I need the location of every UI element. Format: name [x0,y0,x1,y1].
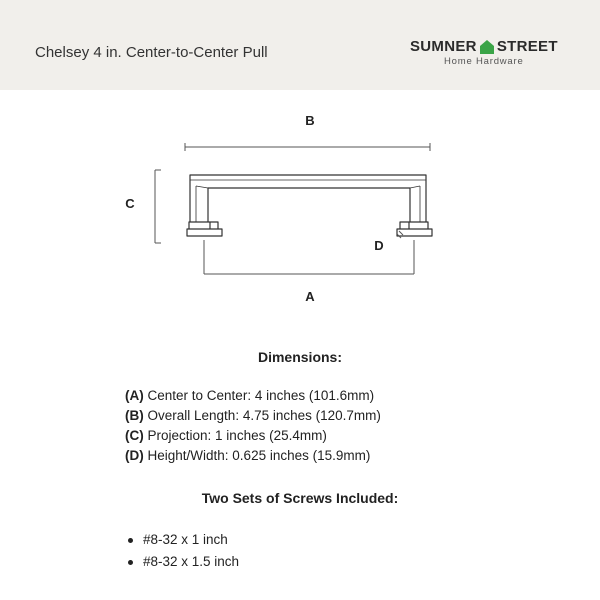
bullet-icon [128,560,133,565]
bullet-icon [128,538,133,543]
dimensions-list [125,386,381,466]
brand-name-right: STREET [496,38,558,55]
pull-handle-drawing [187,175,432,236]
dimension-c-line [155,170,161,243]
dimension-item-a: (A) Center to Center: 4 inches (101.6mm) [125,388,375,403]
list-item: #8-32 x 1.5 inch [128,551,239,573]
dimension-b-line [185,143,430,151]
brand-name [410,38,570,55]
dimension-item-c: (C) Projection: 1 inches (25.4mm) [125,428,327,443]
header-banner [0,0,600,90]
label-b: B [305,113,315,128]
house-icon [479,40,495,54]
pull-dimension-diagram [0,90,600,330]
dimension-item-d: (D) Height/Width: 0.625 inches (15.9mm) [125,448,371,463]
dimensions-title: Dimensions: [257,349,342,365]
screws-title: Two Sets of Screws Included: [201,490,399,506]
screws-list [128,529,239,573]
dimension-item-b: (B) Overall Length: 4.75 inches (120.7mm) [125,408,381,423]
label-d: D [374,238,384,253]
brand-subtitle: Home Hardware [444,56,524,67]
dimension-d-marker [397,231,403,238]
label-c: C [125,196,135,211]
product-title: Chelsey 4 in. Center-to-Center Pull [35,44,268,61]
brand-logo [410,38,570,67]
brand-name-left: SUMNER [410,38,477,55]
list-item: #8-32 x 1 inch [128,529,239,551]
label-a: A [305,289,315,304]
